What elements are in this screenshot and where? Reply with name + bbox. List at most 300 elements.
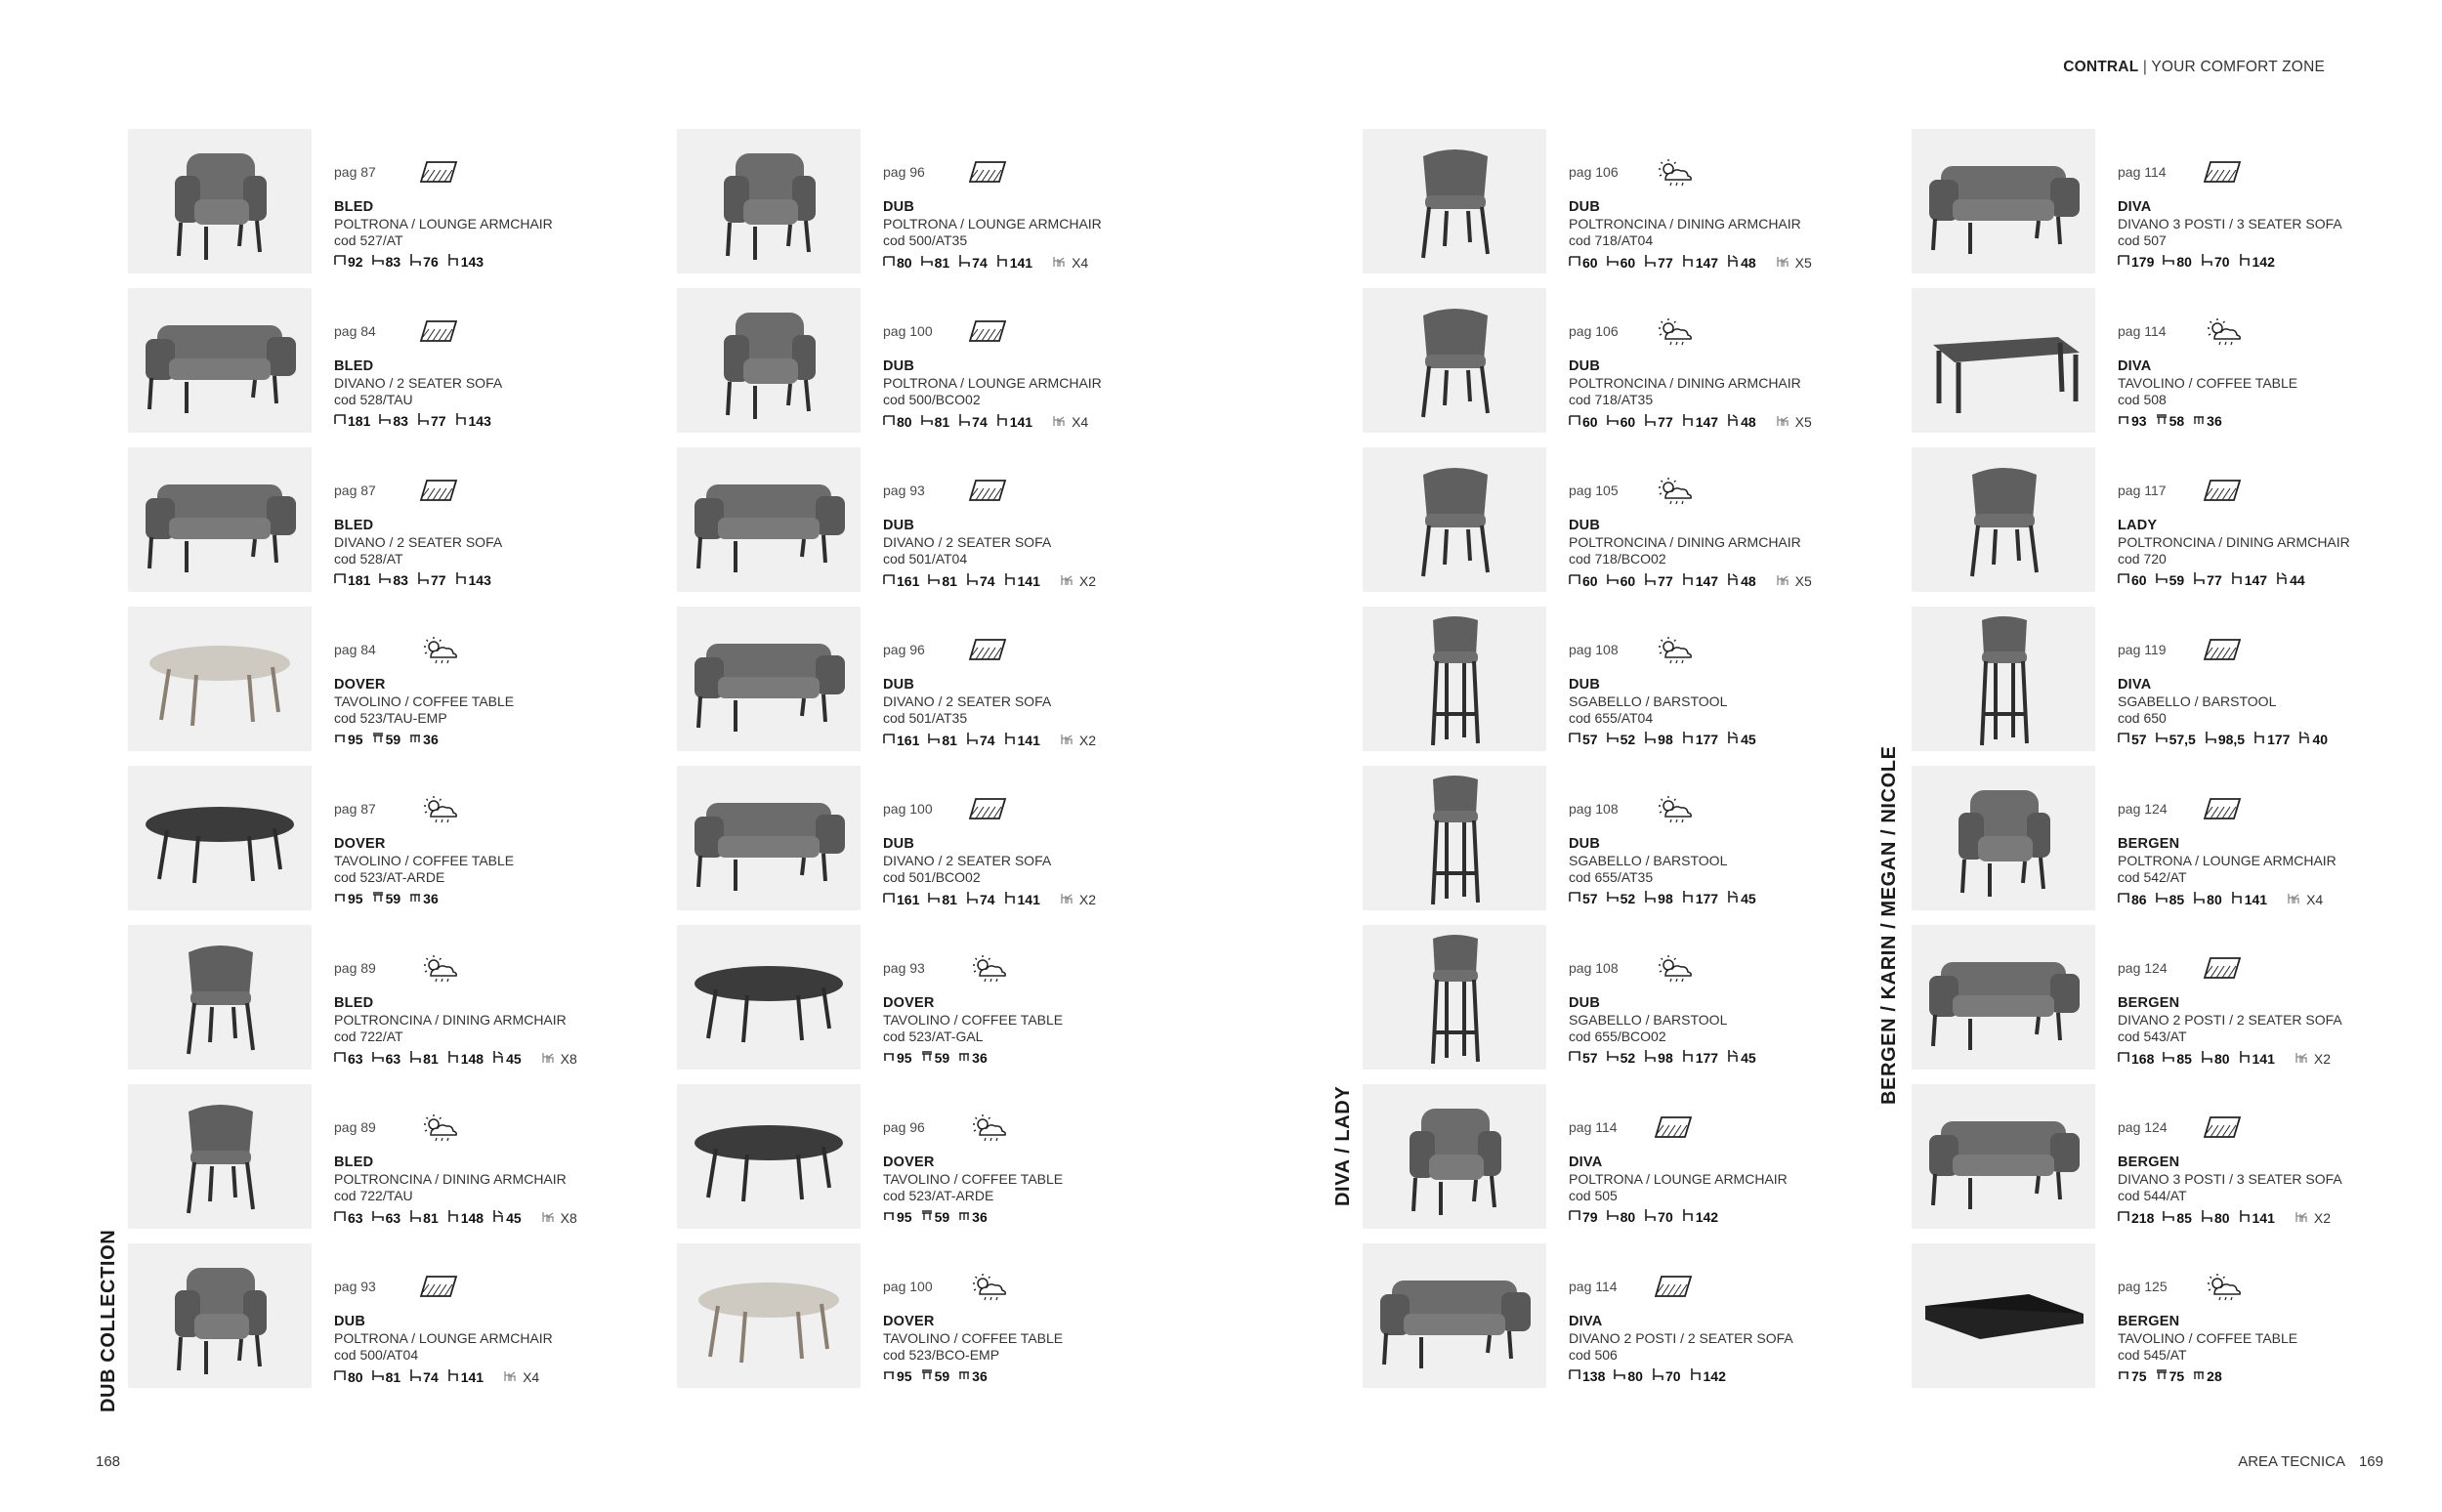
height-icon (1644, 1049, 1658, 1067)
dimension-seat-width (2239, 1209, 2275, 1227)
depth-icon (921, 254, 935, 272)
dimension-value: 181 (348, 413, 371, 429)
product-code: cod 508 (2118, 392, 2167, 407)
dimension-value: 95 (897, 1050, 912, 1066)
dimension-seat-width (1682, 572, 1718, 590)
dimensions (2118, 1367, 2442, 1385)
product-name: DUB (883, 677, 915, 693)
outdoor-sun-cloud-icon (966, 1271, 1009, 1302)
dimension-seat-height (1727, 1049, 1756, 1067)
height-icon (1644, 731, 1658, 748)
width-icon (883, 891, 897, 908)
dimension-seat-height (492, 1209, 522, 1227)
sofa-icon (677, 607, 861, 751)
width-icon (334, 1368, 348, 1386)
product-code: cod 500/AT04 (334, 1347, 419, 1363)
height-icon (966, 572, 980, 590)
stack-count: X2 (1078, 733, 1096, 748)
product-description: POLTRONCINA / DINING ARMCHAIR (1569, 375, 1801, 391)
product-image (677, 766, 861, 910)
dimension-value: 218 (2131, 1210, 2155, 1226)
seat-width-icon (2239, 1050, 2253, 1068)
product-description: TAVOLINO / COFFEE TABLE (883, 1012, 1064, 1028)
dimension-value: 63 (348, 1210, 363, 1226)
dimension-value: 161 (897, 892, 920, 907)
product-name: BLED (334, 995, 374, 1011)
seat-width-icon (1682, 1208, 1696, 1226)
table-light-icon (677, 1243, 861, 1388)
product-code: cod 655/AT04 (1569, 710, 1654, 726)
table-width-icon (2156, 1367, 2169, 1385)
dimension-value: 147 (1695, 414, 1719, 430)
product-image (128, 288, 312, 433)
brand-separator: | (2142, 59, 2148, 75)
product-code: cod 506 (1569, 1347, 1618, 1363)
table-width-icon (2156, 412, 2169, 430)
dimension-value: 95 (348, 732, 363, 747)
stack-count: X8 (560, 1210, 577, 1226)
dimension-width (2118, 253, 2154, 271)
height-icon (409, 1209, 423, 1227)
table-height-icon (409, 731, 423, 748)
page-reference: pag 93 (883, 483, 925, 498)
stack-count: X5 (1794, 573, 1812, 589)
depth-icon (2163, 253, 2176, 271)
dimension-value: 98 (1658, 1050, 1673, 1066)
dimension-seat-height (1727, 413, 1756, 431)
product-row (1363, 607, 1910, 751)
barstool-icon (1363, 925, 1546, 1070)
dimension-height (2205, 731, 2245, 748)
dimension-seat-width (447, 1368, 484, 1386)
depth-icon (1607, 254, 1621, 272)
product-row (1912, 447, 2442, 592)
product-info (1569, 676, 1911, 748)
covered-use-icon (966, 793, 1009, 824)
seat-height-icon (492, 1209, 506, 1227)
dimension-value: 93 (2131, 413, 2147, 429)
dimension-value: 142 (1703, 1368, 1726, 1384)
page-reference: pag 87 (334, 801, 376, 817)
page-reference: pag 124 (2118, 1119, 2168, 1135)
dimension-table-height (958, 1367, 988, 1385)
height-icon (409, 1050, 423, 1068)
product-image (677, 925, 861, 1070)
dimension-value: 81 (423, 1210, 439, 1226)
outdoor-sun-cloud-icon (1652, 952, 1695, 984)
dimension-value: 80 (2213, 1051, 2230, 1067)
dining-chair-icon (1912, 447, 2095, 592)
dimension-value: 141 (2244, 892, 2268, 907)
dining-chair-icon (1363, 129, 1546, 273)
dimension-value: 36 (423, 732, 439, 747)
dimension-value: 142 (1695, 1209, 1719, 1225)
dimension-seat-width (2231, 571, 2267, 589)
dimension-depth (2156, 891, 2185, 908)
dimension-table-width (372, 890, 401, 907)
product-name: DIVA (2118, 358, 2152, 374)
dimension-value: 36 (972, 1368, 988, 1384)
product-name: DOVER (883, 1155, 935, 1170)
page-reference: pag 117 (2118, 483, 2167, 498)
product-image (128, 1084, 312, 1229)
dining-chair-icon (128, 1084, 312, 1229)
product-description: POLTRONA / LOUNGE ARMCHAIR (883, 216, 1102, 231)
dimension-value: 48 (1741, 255, 1756, 271)
dimension-height (1644, 731, 1673, 748)
product-image (1363, 288, 1546, 433)
dimension-table-height (958, 1208, 988, 1226)
dimension-height (1644, 890, 1673, 907)
product-image (128, 447, 312, 592)
dimension-value: 85 (2176, 1210, 2192, 1226)
dimension-value: 83 (393, 413, 408, 429)
product-info (334, 994, 676, 1069)
product-code: cod 544/AT (2118, 1188, 2187, 1203)
table-length-icon (883, 1049, 897, 1067)
dimension-depth (379, 571, 408, 589)
barstool-icon (1363, 607, 1546, 751)
page-reference: pag 100 (883, 801, 933, 817)
page-reference: pag 100 (883, 1279, 933, 1294)
dimension-table-length (883, 1208, 912, 1226)
table-height-icon (958, 1049, 972, 1067)
covered-use-icon (2201, 952, 2244, 984)
depth-icon (372, 253, 386, 271)
product-image (1363, 129, 1546, 273)
dimension-width (334, 571, 370, 589)
product-info (1569, 198, 1911, 273)
product-name: DIVA (2118, 199, 2152, 215)
dimension-width (883, 254, 912, 272)
page-reference: pag 105 (1569, 483, 1619, 498)
dimension-value: 60 (1582, 255, 1598, 271)
dimension-seat-height (2276, 571, 2305, 589)
depth-icon (1607, 890, 1621, 907)
dimension-height (2201, 1050, 2230, 1068)
product-code: cod 501/AT35 (883, 710, 968, 726)
product-name: DIVA (2118, 677, 2152, 693)
product-row (1363, 925, 1910, 1070)
table-width-icon (372, 890, 386, 907)
table-length-icon (2118, 1367, 2131, 1385)
dimension-depth (1607, 1049, 1636, 1067)
product-code: cod 542/AT (2118, 869, 2187, 885)
dimension-value: 57,5 (2168, 732, 2196, 747)
dimension-table-length (2118, 1367, 2147, 1385)
outdoor-sun-cloud-icon (2201, 1271, 2244, 1302)
seat-width-icon (2231, 891, 2245, 908)
dimension-value: 45 (506, 1210, 522, 1226)
product-name: LADY (2118, 518, 2158, 533)
dimensions (2118, 1208, 2442, 1228)
outdoor-sun-cloud-icon (417, 634, 460, 665)
table-height-icon (2193, 412, 2207, 430)
covered-use-icon (417, 475, 460, 506)
dimension-depth (372, 1050, 401, 1068)
covered-use-icon (1652, 1112, 1695, 1143)
page-reference: pag 96 (883, 164, 925, 180)
product-info (1569, 1313, 1911, 1385)
stack-count: X2 (1078, 573, 1096, 589)
dimension-value: 81 (385, 1369, 401, 1385)
dimension-seat-width (447, 1050, 484, 1068)
dimension-height (1644, 572, 1673, 590)
dimensions (334, 1049, 676, 1069)
seat-width-icon (447, 1368, 461, 1386)
section-footer-label: AREA TECNICA (2238, 1453, 2345, 1470)
height-icon (2201, 253, 2214, 271)
product-image (677, 1084, 861, 1229)
stackable-quantity (1775, 253, 1812, 273)
dimension-height (1652, 1367, 1681, 1385)
product-name: DIVA (1569, 1155, 1603, 1170)
product-description: POLTRONCINA / DINING ARMCHAIR (1569, 534, 1801, 550)
dimensions (2118, 412, 2442, 430)
product-info (2118, 835, 2442, 909)
product-image (1912, 607, 2095, 751)
dimensions (1569, 731, 1911, 748)
dimension-value: 141 (1009, 255, 1033, 271)
dimension-value: 98 (1658, 732, 1673, 747)
seat-width-icon (2231, 571, 2245, 589)
product-info (334, 1313, 676, 1387)
width-icon (1569, 1367, 1582, 1385)
dimension-depth (1607, 572, 1636, 590)
seat-width-icon (996, 254, 1010, 272)
dimension-value: 57 (1582, 1050, 1598, 1066)
seat-width-icon (1004, 732, 1018, 749)
product-description: DIVANO / 2 SEATER SOFA (883, 534, 1052, 550)
stackable-chair-icon (1775, 412, 1795, 432)
stackable-chair-icon (1775, 571, 1795, 591)
outdoor-sun-cloud-icon (417, 1112, 460, 1143)
dimension-value: 148 (460, 1210, 484, 1226)
dimension-value: 177 (1695, 732, 1719, 747)
stackable-chair-icon (1059, 731, 1079, 750)
product-name: DUB (883, 199, 915, 215)
dimension-width (883, 413, 912, 431)
covered-use-icon (2201, 156, 2244, 188)
dimension-value: 60 (1620, 573, 1636, 589)
dimension-value: 75 (2131, 1368, 2147, 1384)
dimension-width (2118, 891, 2147, 908)
width-icon (1569, 413, 1582, 431)
product-info (883, 1154, 1225, 1226)
product-image (1912, 925, 2095, 1070)
dimension-width (1569, 572, 1598, 590)
dimension-value: 57 (1582, 732, 1598, 747)
dimension-value: 80 (1627, 1368, 1643, 1384)
dimensions (883, 253, 1225, 273)
page-reference: pag 87 (334, 164, 376, 180)
dining-chair-icon (128, 925, 312, 1070)
depth-icon (2156, 731, 2169, 748)
stackable-chair-icon (1059, 890, 1079, 909)
dimension-value: 28 (2207, 1368, 2222, 1384)
height-icon (1644, 1208, 1658, 1226)
dimension-depth (1607, 413, 1636, 431)
product-code: cod 523/BCO-EMP (883, 1347, 1000, 1363)
product-description: POLTRONA / LOUNGE ARMCHAIR (2118, 853, 2337, 868)
product-row (1363, 447, 1910, 592)
stack-count: X2 (2313, 1210, 2331, 1226)
barstool-icon (1912, 607, 2095, 751)
dimension-depth (2163, 253, 2192, 271)
dimension-value: 45 (1741, 891, 1756, 906)
product-row (128, 288, 675, 433)
product-code: cod 500/BCO02 (883, 392, 981, 407)
dimension-depth (921, 413, 950, 431)
product-info (1569, 1154, 1911, 1226)
product-name: DUB (1569, 995, 1601, 1011)
dimension-table-length (334, 890, 363, 907)
dimension-width (334, 1368, 363, 1386)
dimension-seat-width (1004, 732, 1040, 749)
dimensions (883, 890, 1225, 909)
dimension-height (2193, 891, 2222, 908)
dimension-depth (2156, 571, 2185, 589)
dimension-value: 59 (2168, 572, 2185, 588)
brand-name: CONTRAL (2063, 59, 2139, 75)
product-code: cod 650 (2118, 710, 2167, 726)
dimensions (334, 731, 676, 748)
height-icon (958, 413, 972, 431)
dimension-value: 59 (934, 1050, 950, 1066)
page-reference: pag 124 (2118, 960, 2168, 976)
product-code: cod 545/AT (2118, 1347, 2187, 1363)
dimensions (2118, 253, 2442, 271)
product-code: cod 501/AT04 (883, 551, 968, 567)
dimension-value: 81 (423, 1051, 439, 1067)
outdoor-sun-cloud-icon (1652, 475, 1695, 506)
dimension-table-length (334, 731, 363, 748)
outdoor-sun-cloud-icon (966, 1112, 1009, 1143)
product-description: SGABELLO / BARSTOOL (1569, 1012, 1728, 1028)
covered-use-icon (2201, 1112, 2244, 1143)
product-info (1569, 994, 1911, 1067)
stackable-chair-icon (540, 1049, 561, 1069)
dimension-table-height (409, 890, 439, 907)
dimension-table-height (409, 731, 439, 748)
dimension-height (1644, 1208, 1673, 1226)
dimensions (1569, 1367, 1911, 1385)
table-height-icon (958, 1208, 972, 1226)
dimensions (334, 412, 676, 430)
dimension-value: 77 (1658, 255, 1673, 271)
dimension-value: 60 (1582, 573, 1598, 589)
product-row (1363, 766, 1910, 910)
dimension-value: 44 (2290, 572, 2305, 588)
product-image (1912, 288, 2095, 433)
sofa-icon (1912, 129, 2095, 273)
armchair-icon (1363, 1084, 1546, 1229)
seat-height-icon (1727, 890, 1741, 907)
dimension-value: 80 (1620, 1209, 1636, 1225)
stack-count: X4 (2306, 892, 2324, 907)
dimension-seat-width (455, 571, 491, 589)
page-reference: pag 108 (1569, 642, 1619, 657)
product-code: cod 720 (2118, 551, 2167, 567)
depth-icon (2156, 891, 2169, 908)
dimension-width (1569, 1049, 1598, 1067)
dimension-value: 79 (1582, 1209, 1598, 1225)
dimension-depth (2163, 1050, 2192, 1068)
armchair-icon (677, 129, 861, 273)
page-reference: pag 87 (334, 483, 376, 498)
dimension-height (966, 732, 995, 749)
product-description: DIVANO / 2 SEATER SOFA (334, 534, 503, 550)
product-image (1363, 925, 1546, 1070)
table-length-icon (334, 731, 348, 748)
page-reference: pag 96 (883, 642, 925, 657)
product-row (128, 607, 675, 751)
dimension-value: 95 (348, 891, 363, 906)
dimension-table-length (2118, 412, 2147, 430)
table-length-icon (334, 890, 348, 907)
dimension-value: 74 (972, 414, 988, 430)
page-reference: pag 114 (1569, 1279, 1618, 1294)
dimension-height (1644, 1049, 1673, 1067)
product-name: BERGEN (2118, 995, 2180, 1011)
page-reference: pag 100 (883, 323, 933, 339)
width-icon (883, 572, 897, 590)
dimensions (2118, 571, 2442, 589)
dimension-value: 76 (423, 254, 439, 270)
dimension-value: 57 (2131, 732, 2147, 747)
width-icon (334, 412, 348, 430)
product-image (1912, 447, 2095, 592)
product-description: POLTRONA / LOUNGE ARMCHAIR (1569, 1171, 1788, 1187)
stackable-chair-icon (1051, 412, 1072, 432)
stackable-quantity (1775, 412, 1812, 432)
section-label-dub-collection: DUB COLLECTION (98, 1229, 119, 1412)
seat-width-icon (447, 1050, 461, 1068)
outdoor-sun-cloud-icon (2201, 315, 2244, 347)
product-info (2118, 676, 2442, 748)
dimension-height (958, 413, 988, 431)
product-description: POLTRONA / LOUNGE ARMCHAIR (883, 375, 1102, 391)
dimensions (883, 1208, 1225, 1226)
depth-icon (1607, 1208, 1621, 1226)
stackable-chair-icon (2294, 1208, 2314, 1228)
seat-height-icon (2276, 571, 2290, 589)
dimension-value: 77 (430, 413, 446, 429)
page-number-left: 168 (96, 1453, 121, 1470)
dimensions (1569, 1049, 1911, 1067)
table-rect-icon (1912, 288, 2095, 433)
product-description: TAVOLINO / COFFEE TABLE (334, 853, 515, 868)
product-image (128, 766, 312, 910)
product-info (334, 517, 676, 589)
dimensions (883, 571, 1225, 591)
table-dark-icon (128, 766, 312, 910)
seat-width-icon (1004, 891, 1018, 908)
seat-height-icon (492, 1050, 506, 1068)
product-row (677, 1243, 1224, 1388)
product-info (883, 517, 1225, 591)
dimension-value: 177 (1695, 1050, 1719, 1066)
barstool-icon (1363, 766, 1546, 910)
outdoor-sun-cloud-icon (1652, 315, 1695, 347)
stackable-chair-icon (1051, 253, 1072, 273)
dimension-value: 36 (972, 1209, 988, 1225)
dimension-value: 141 (2252, 1051, 2275, 1067)
height-icon (1644, 413, 1658, 431)
stackable-quantity (1775, 571, 1812, 591)
dimension-value: 177 (2267, 732, 2291, 747)
dimension-value: 60 (1620, 414, 1636, 430)
